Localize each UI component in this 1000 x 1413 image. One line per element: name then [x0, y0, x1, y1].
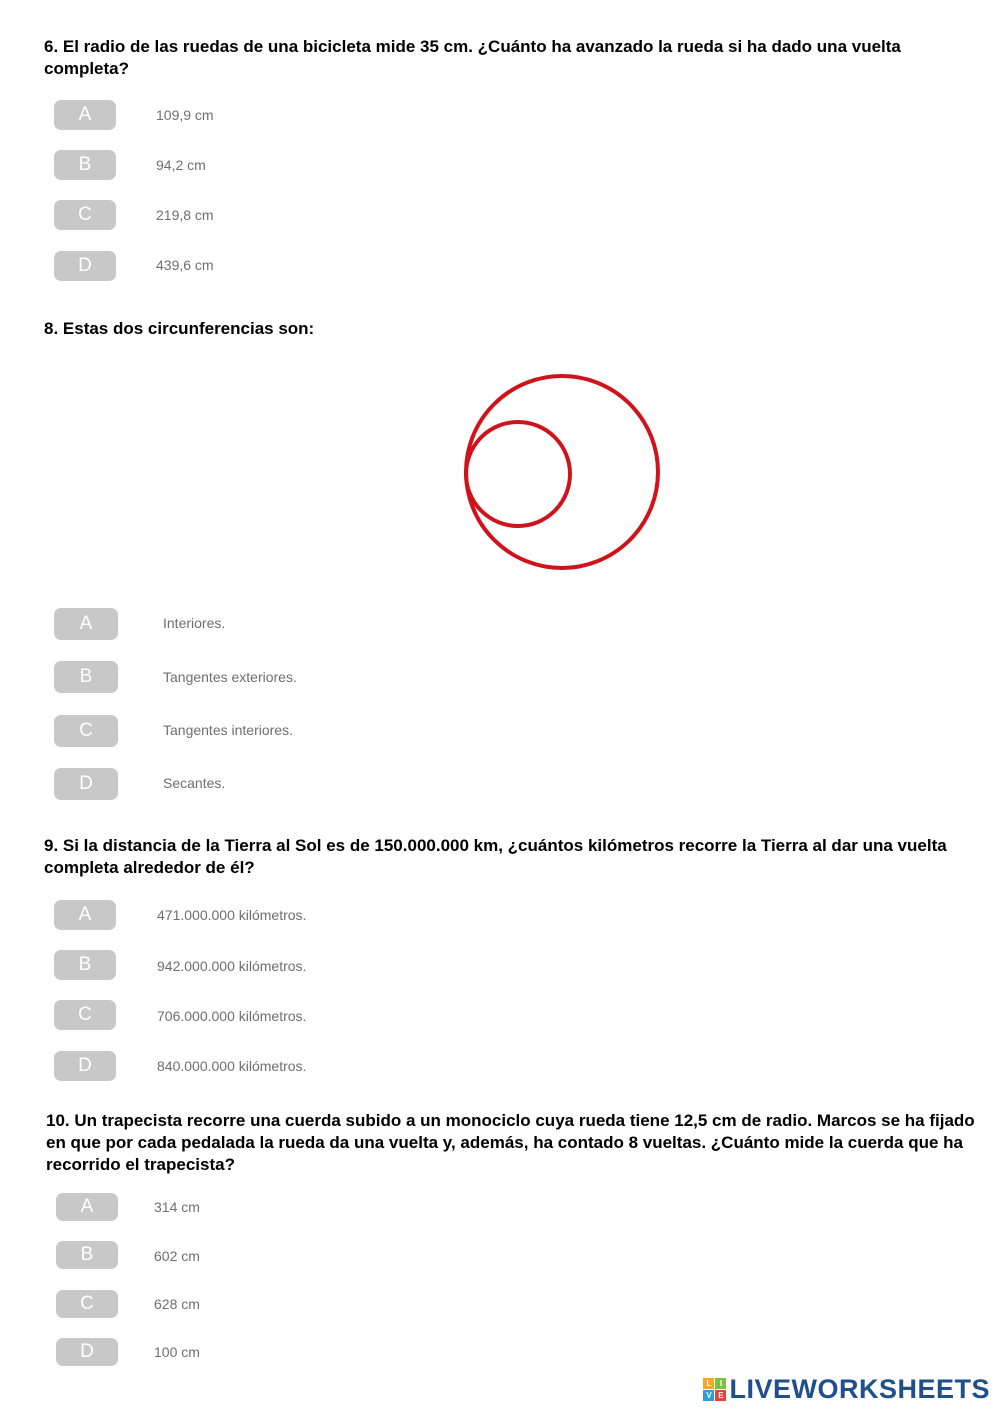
logo-mark-cell: L: [703, 1378, 714, 1389]
q10-option-b-text: 602 cm: [154, 1248, 200, 1264]
logo-mark-cell: E: [715, 1390, 726, 1401]
q6-option-b-text: 94,2 cm: [156, 157, 206, 173]
q9-option-c-button[interactable]: C: [54, 1000, 116, 1030]
q10-option-c-button[interactable]: C: [56, 1290, 118, 1318]
liveworksheets-logo-icon: [703, 1378, 726, 1401]
q8-option-c-button[interactable]: C: [54, 715, 118, 747]
q6-option-c-button[interactable]: C: [54, 200, 116, 230]
q10-option-a-text: 314 cm: [154, 1199, 200, 1215]
q9-option-a-button[interactable]: A: [54, 900, 116, 930]
outer-circle: [466, 376, 658, 568]
question-6-text: 6. El radio de las ruedas de una bicicleta mide 35 cm. ¿Cuánto ha avanzado la rueda si ha dado una vuelta completa?: [44, 37, 901, 78]
liveworksheets-logo[interactable]: [703, 1374, 990, 1405]
q6-option-d-button[interactable]: D: [54, 251, 116, 281]
q8-option-d-button[interactable]: D: [54, 768, 118, 800]
question-10-text: 10. Un trapecista recorre una cuerda subido a un monociclo cuya rueda tiene 12,5 cm de radio. Marcos se ha fijado en que por cada pedalada la rueda da una vuelta y, además, ha contado 8 vueltas. ¿Cuánto mide la cuerda que ha recorrido el trapecista?: [46, 1111, 975, 1174]
q10-option-b-button[interactable]: B: [56, 1241, 118, 1269]
q6-option-a-button[interactable]: A: [54, 100, 116, 130]
q8-option-a-text: Interiores.: [163, 615, 226, 631]
question-8-text: 8. Estas dos circunferencias son:: [44, 319, 315, 338]
tangent-circles-figure: [455, 365, 670, 580]
q10-option-d-text: 100 cm: [154, 1344, 200, 1360]
liveworksheets-logo-text: LIVEWORKSHEETS: [729, 1374, 990, 1404]
q8-option-a-button[interactable]: A: [54, 608, 118, 640]
q9-option-a-text: 471.000.000 kilómetros.: [157, 907, 307, 923]
q9-option-b-button[interactable]: B: [54, 950, 116, 980]
logo-mark-cell: V: [703, 1390, 714, 1401]
logo-mark-cell: I: [715, 1378, 726, 1389]
inner-circle: [466, 422, 570, 526]
q9-option-d-button[interactable]: D: [54, 1051, 116, 1081]
q8-option-b-text: Tangentes exteriores.: [163, 669, 297, 685]
question-9-text: 9. Si la distancia de la Tierra al Sol es de 150.000.000 km, ¿cuántos kilómetros recorre la Tierra al dar una vuelta completa alrededor de él?: [44, 836, 947, 877]
q6-option-a-text: 109,9 cm: [156, 107, 214, 123]
q8-option-d-text: Secantes.: [163, 775, 226, 791]
q6-option-c-text: 219,8 cm: [156, 207, 214, 223]
q6-option-d-text: 439,6 cm: [156, 257, 214, 273]
q9-option-c-text: 706.000.000 kilómetros.: [157, 1008, 307, 1024]
q10-option-d-button[interactable]: D: [56, 1338, 118, 1366]
q10-option-a-button[interactable]: A: [56, 1193, 118, 1221]
q9-option-b-text: 942.000.000 kilómetros.: [157, 958, 307, 974]
q8-option-b-button[interactable]: B: [54, 661, 118, 693]
q6-option-b-button[interactable]: B: [54, 150, 116, 180]
q9-option-d-text: 840.000.000 kilómetros.: [157, 1058, 307, 1074]
q10-option-c-text: 628 cm: [154, 1296, 200, 1312]
q8-option-c-text: Tangentes interiores.: [163, 722, 293, 738]
